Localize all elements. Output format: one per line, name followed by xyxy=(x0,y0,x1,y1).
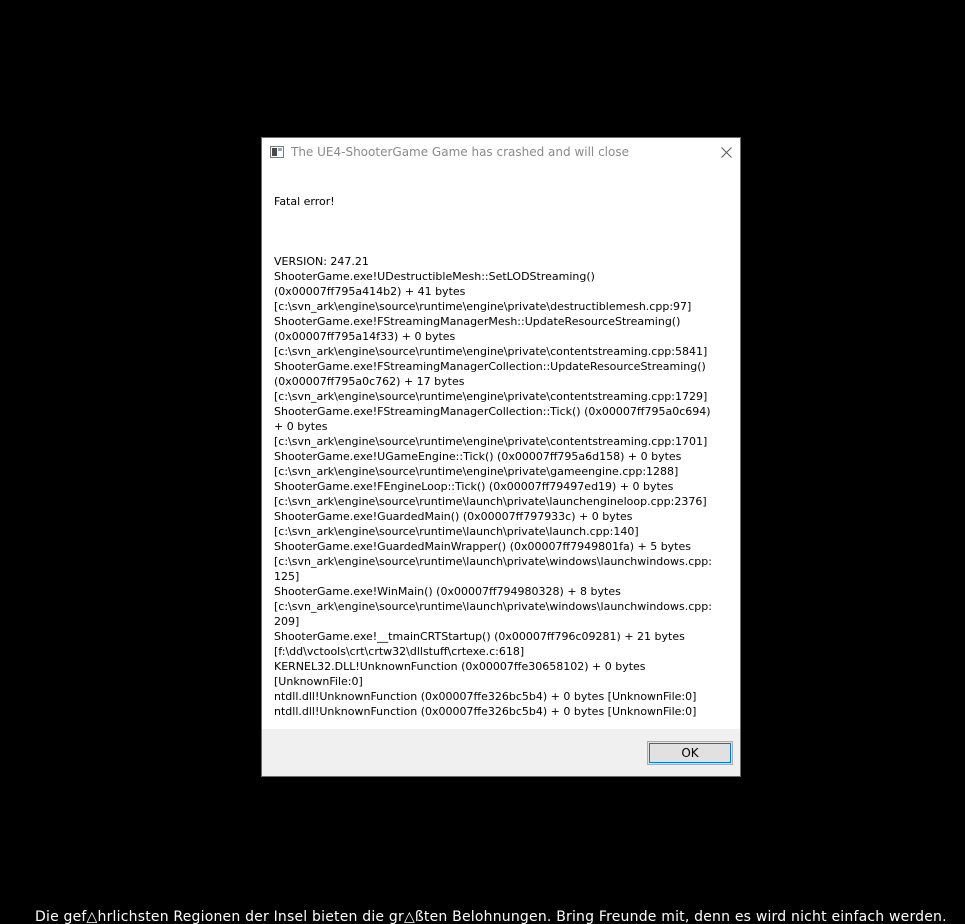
dialog-footer xyxy=(262,729,740,776)
dialog-titlebar[interactable] xyxy=(262,138,740,167)
fatal-error-heading: Fatal error! xyxy=(274,195,335,208)
background-caption: Die gef△hrlichsten Regionen der Insel bieten die gr△ßten Belohnungen. Bring Freunde mit, denn es wird nicht einfach werden. xyxy=(35,909,947,924)
crash-dialog xyxy=(261,137,741,777)
app-window-icon xyxy=(270,146,284,158)
ok-button[interactable] xyxy=(647,741,733,765)
crash-report-text: VERSION: 247.21 ShooterGame.exe!UDestructibleMesh::SetLODStreaming() (0x00007ff795a414b2) + 41 bytes [c:\svn_ark\engine\source\runtime\engine\private\destructiblemesh.cpp:97] ShooterGame.exe!FStreamingManagerMesh::UpdateResourceStreaming() (0x00007ff795a14f33) + 0 bytes [c:\svn_ark\engine\source\runtime\engine\private\contentstreaming.cpp:5841] ShooterGame.exe!FStreamingManagerCollection::UpdateResourceStreaming() (0x00007ff795a0c762) + 17 bytes [c:\svn_ark\engine\source\runtime\engine\private\contentstreaming.cpp:1729] ShooterGame.exe!FStreamingManagerCollection::Tick() (0x00007ff795a0c694) + 0 bytes [c:\svn_ark\engine\source\runtime\engine\private\contentstreaming.cpp:1701] ShooterGame.exe!UGameEngine::Tick() (0x00007ff795a6d158) + 0 bytes [c:\svn_ark\engine\source\runtime\engine\private\gameengine.cpp:1288] ShooterGame.exe!FEngineLoop::Tick() (0x00007ff79497ed19) + 0 bytes [c:\svn_ark\engine\source\runtime\launch\private\launchengineloop.cpp:2376] ShooterGame.exe!GuardedMain() (0x00007ff797933c) + 0 bytes [c:\svn_ark\engine\source\runtime\launch\private\launch.cpp:140] ShooterGame.exe!GuardedMainWrapper() (0x00007ff7949801fa) + 5 bytes [c:\svn_ark\engine\source\runtime\launch\private\windows\launchwindows.cpp:125] ShooterGame.exe!WinMain() (0x00007ff794980328) + 8 bytes [c:\svn_ark\engine\source\runtime\launch\private\windows\launchwindows.cpp:209] ShooterGame.exe!__tmainCRTStartup() (0x00007ff796c09281) + 21 bytes [f:\dd\vctools\crt\crtw32\dllstuff\crtexe.c:618] KERNEL32.DLL!UnknownFunction (0x00007ffe30658102) + 0 bytes [UnknownFile:0] ntdll.dll!UnknownFunction (0x00007ffe326bc5b4) + 0 bytes [UnknownFile:0] ntdll.dll!UnknownFunction (0x00007ffe326bc5b4) + 0 bytes [UnknownFile:0] xyxy=(274,255,712,718)
dialog-title: The UE4-ShooterGame Game has crashed and will close xyxy=(291,145,629,159)
dialog-content xyxy=(274,194,714,719)
ok-button-label: OK xyxy=(681,746,699,760)
close-icon xyxy=(721,147,732,158)
close-button[interactable] xyxy=(713,140,739,164)
